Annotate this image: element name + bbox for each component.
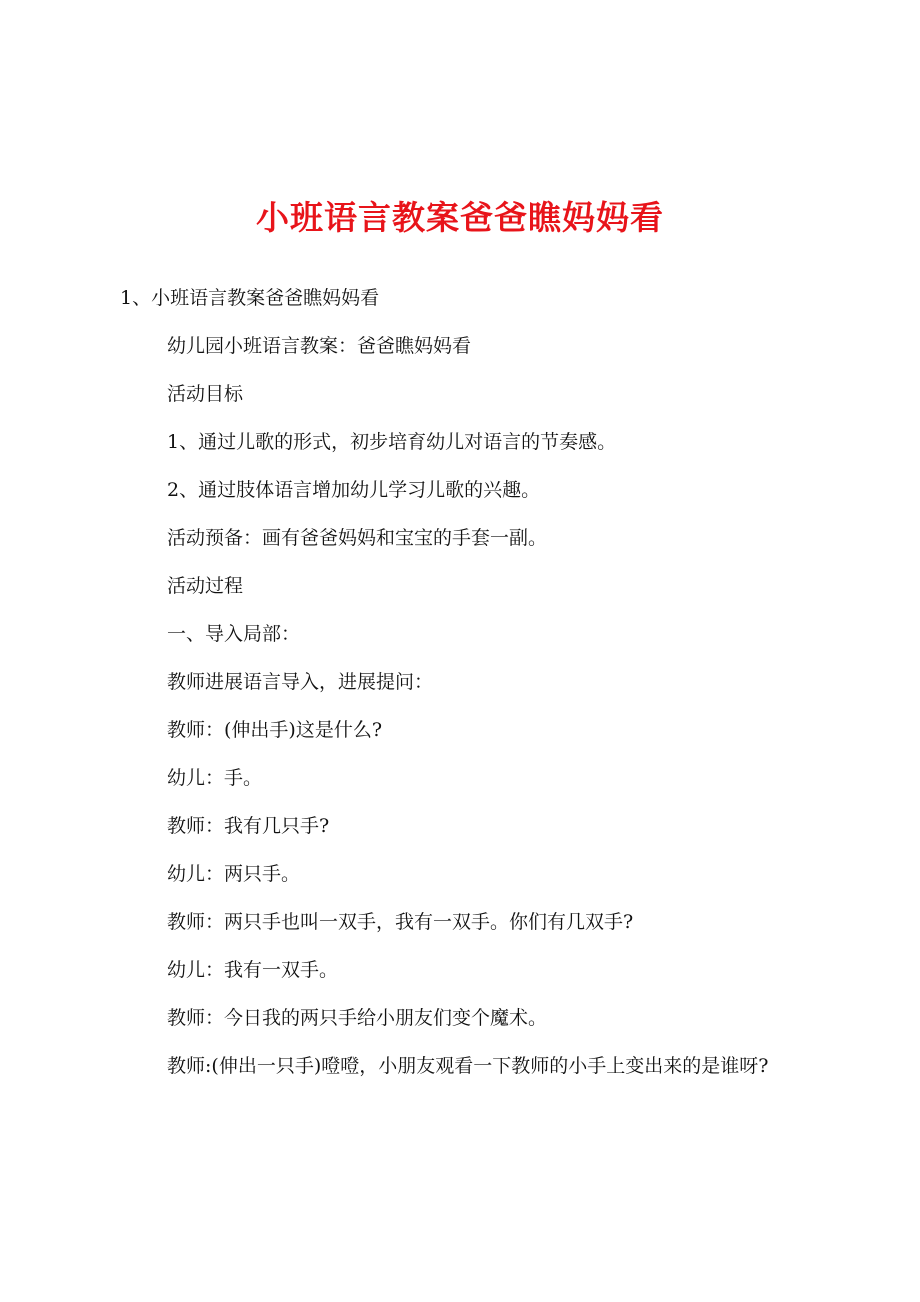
document-body [120,332,810,1090]
paragraph: 幼儿：手。 [167,767,263,789]
section-heading: 1、小班语言教案爸爸瞧妈妈看 [120,287,380,309]
paragraph: 教师：两只手也叫一双手，我有一双手。你们有几双手? [167,911,634,933]
paragraph: 教师：今日我的两只手给小朋友们变个魔术。 [167,1007,548,1029]
paragraph: 活动目标 [167,383,244,405]
paragraph: 教师:(伸出一只手)噔噔，小朋友观看一下教师的小手上变出来的是谁呀? [167,1055,769,1077]
paragraph: 教师：(伸出手)这是什么? [167,719,383,741]
document-title: 小班语言教案爸爸瞧妈妈看 [256,198,664,237]
paragraph: 幼儿园小班语言教案：爸爸瞧妈妈看 [167,335,472,357]
paragraph: 一、导入局部： [167,623,301,645]
paragraph: 教师进展语言导入，进展提问： [167,671,434,693]
paragraph: 幼儿：两只手。 [167,863,301,885]
paragraph: 2、通过肢体语言增加幼儿学习儿歌的兴趣。 [167,479,541,501]
paragraph: 教师：我有几只手? [167,815,330,837]
paragraph: 活动过程 [167,575,244,597]
paragraph: 1、通过儿歌的形式，初步培育幼儿对语言的节奏感。 [167,431,617,453]
paragraph: 活动预备：画有爸爸妈妈和宝宝的手套一副。 [167,527,548,549]
paragraph: 幼儿：我有一双手。 [167,959,339,981]
